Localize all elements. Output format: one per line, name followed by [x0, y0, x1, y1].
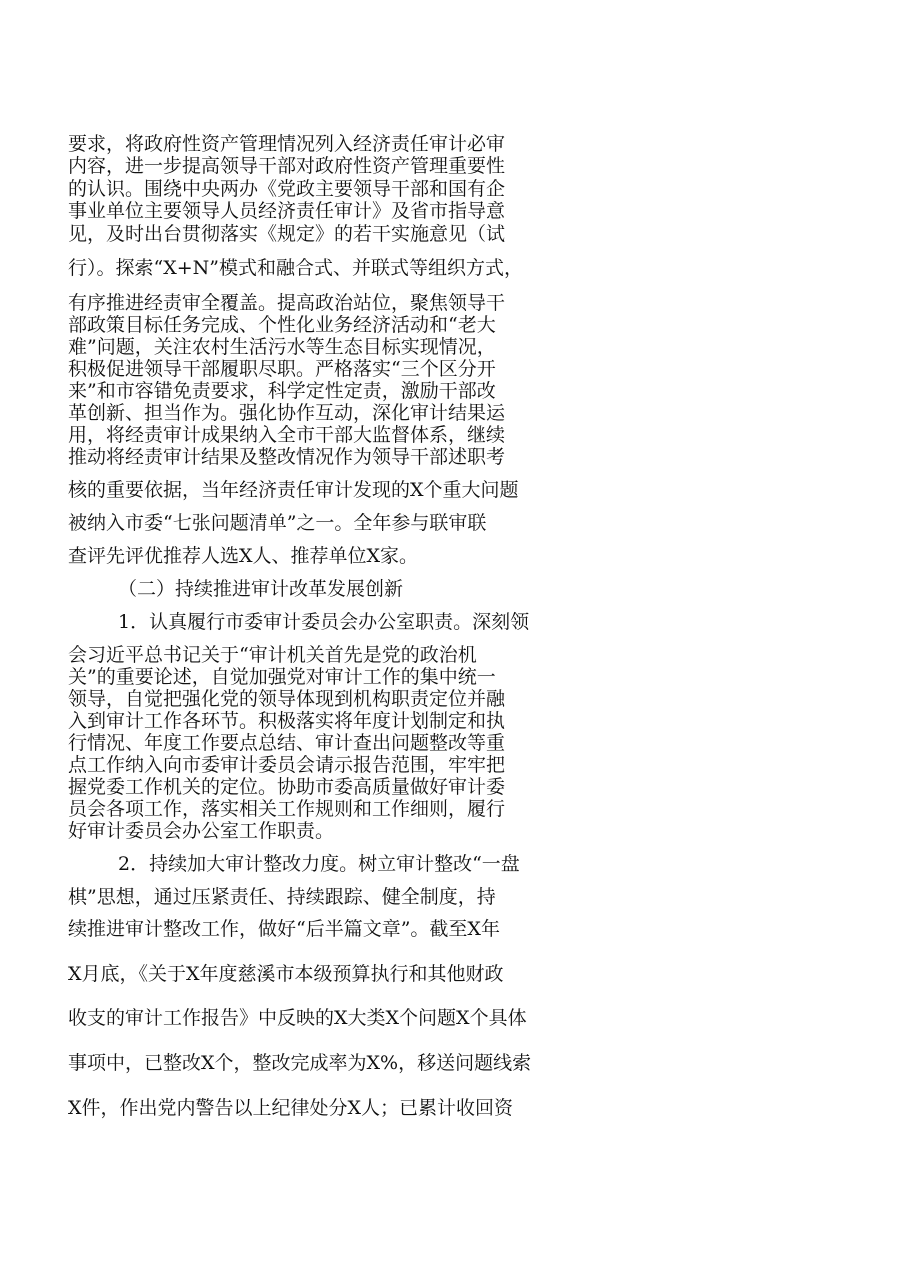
- text-line: 来”和市容错免责要求，科学定性定责，激励干部改: [68, 380, 496, 402]
- text-line: 有序推进经责审全覆盖。提高政治站位，聚焦领导干: [68, 292, 506, 314]
- text-line: X件，作出党内警告以上纪律处分X人；已累计收回资: [68, 1097, 514, 1119]
- text-line: X月底，《关于X年度慈溪市本级预算执行和其他财政: [68, 963, 504, 985]
- text-line: 握党委工作机关的定位。协助市委高质量做好审计委: [68, 776, 506, 798]
- text-line: 好审计委员会办公室工作职责。: [68, 820, 335, 842]
- text-line: 部政策目标任务完成、个性化业务经济活动和“老大: [68, 314, 496, 336]
- text-line: 领导，自觉把强化党的领导体现到机构职责定位并融: [68, 688, 506, 710]
- text-line: 会习近平总书记关于“审计机关首先是党的政治机: [68, 644, 477, 666]
- text-line: 收支的审计工作报告》中反映的X大类X个问题X个具体: [68, 1007, 527, 1029]
- text-line: 难”问题，关注农村生活污水等生态目标实现情况，: [68, 336, 496, 358]
- text-line: 推动将经责审计结果及整改情况作为领导干部述职考: [68, 446, 506, 468]
- text-line: 2．持续加大审计整改力度。树立审计整改“一盘: [118, 853, 520, 875]
- text-line: 点工作纳入向市委审计委员会请示报告范围，牢牢把: [68, 754, 506, 776]
- text-line: 的认识。围绕中央两办《党政主要领导干部和国有企: [68, 178, 506, 200]
- text-line: 员会各项工作，落实相关工作规则和工作细则，履行: [68, 798, 506, 820]
- text-line: 积极促进领导干部履职尽职。严格落实“三个区分开: [68, 358, 496, 380]
- text-line: 用，将经责审计成果纳入全市干部大监督体系，继续: [68, 424, 506, 446]
- section-heading: （二）持续推进审计改革发展创新: [118, 578, 404, 600]
- text-line: 见，及时出台贯彻落实《规定》的若干实施意见（试: [68, 223, 506, 245]
- text-line: 被纳入市委“七张问题清单”之一。全年参与联审联: [68, 512, 487, 534]
- text-line: 关”的重要论述，自觉加强党对审计工作的集中统一: [68, 666, 496, 688]
- text-line: 续推进审计整改工作，做好“后半篇文章”。截至X年: [68, 918, 500, 940]
- text-line: 行情况、年度工作要点总结、审计查出问题整改等重: [68, 732, 506, 754]
- text-line: 革创新、担当作为。强化协作互动，深化审计结果运: [68, 402, 506, 424]
- text-line: 事业单位主要领导人员经济责任审计》及省市指导意: [68, 200, 506, 222]
- text-line: 入到审计工作各环节。积极落实将年度计划制定和执: [68, 710, 506, 732]
- text-line: 行）。探索“X+N”模式和融合式、并联式等组织方式，: [68, 257, 523, 279]
- text-line: 查评先评优推荐人选X人、推荐单位X家。: [68, 545, 419, 567]
- text-line: 核的重要依据，当年经济责任审计发现的X个重大问题: [68, 479, 519, 501]
- text-line: 内容，进一步提高领导干部对政府性资产管理重要性: [68, 155, 506, 177]
- text-line: 1．认真履行市委审计委员会办公室职责。深刻领: [118, 611, 530, 633]
- text-line: 事项中，已整改X个，整改完成率为X%，移送问题线索: [68, 1052, 532, 1074]
- text-line: 棋”思想，通过压紧责任、持续跟踪、健全制度，持: [68, 886, 496, 908]
- text-line: 要求，将政府性资产管理情况列入经济责任审计必审: [68, 133, 506, 155]
